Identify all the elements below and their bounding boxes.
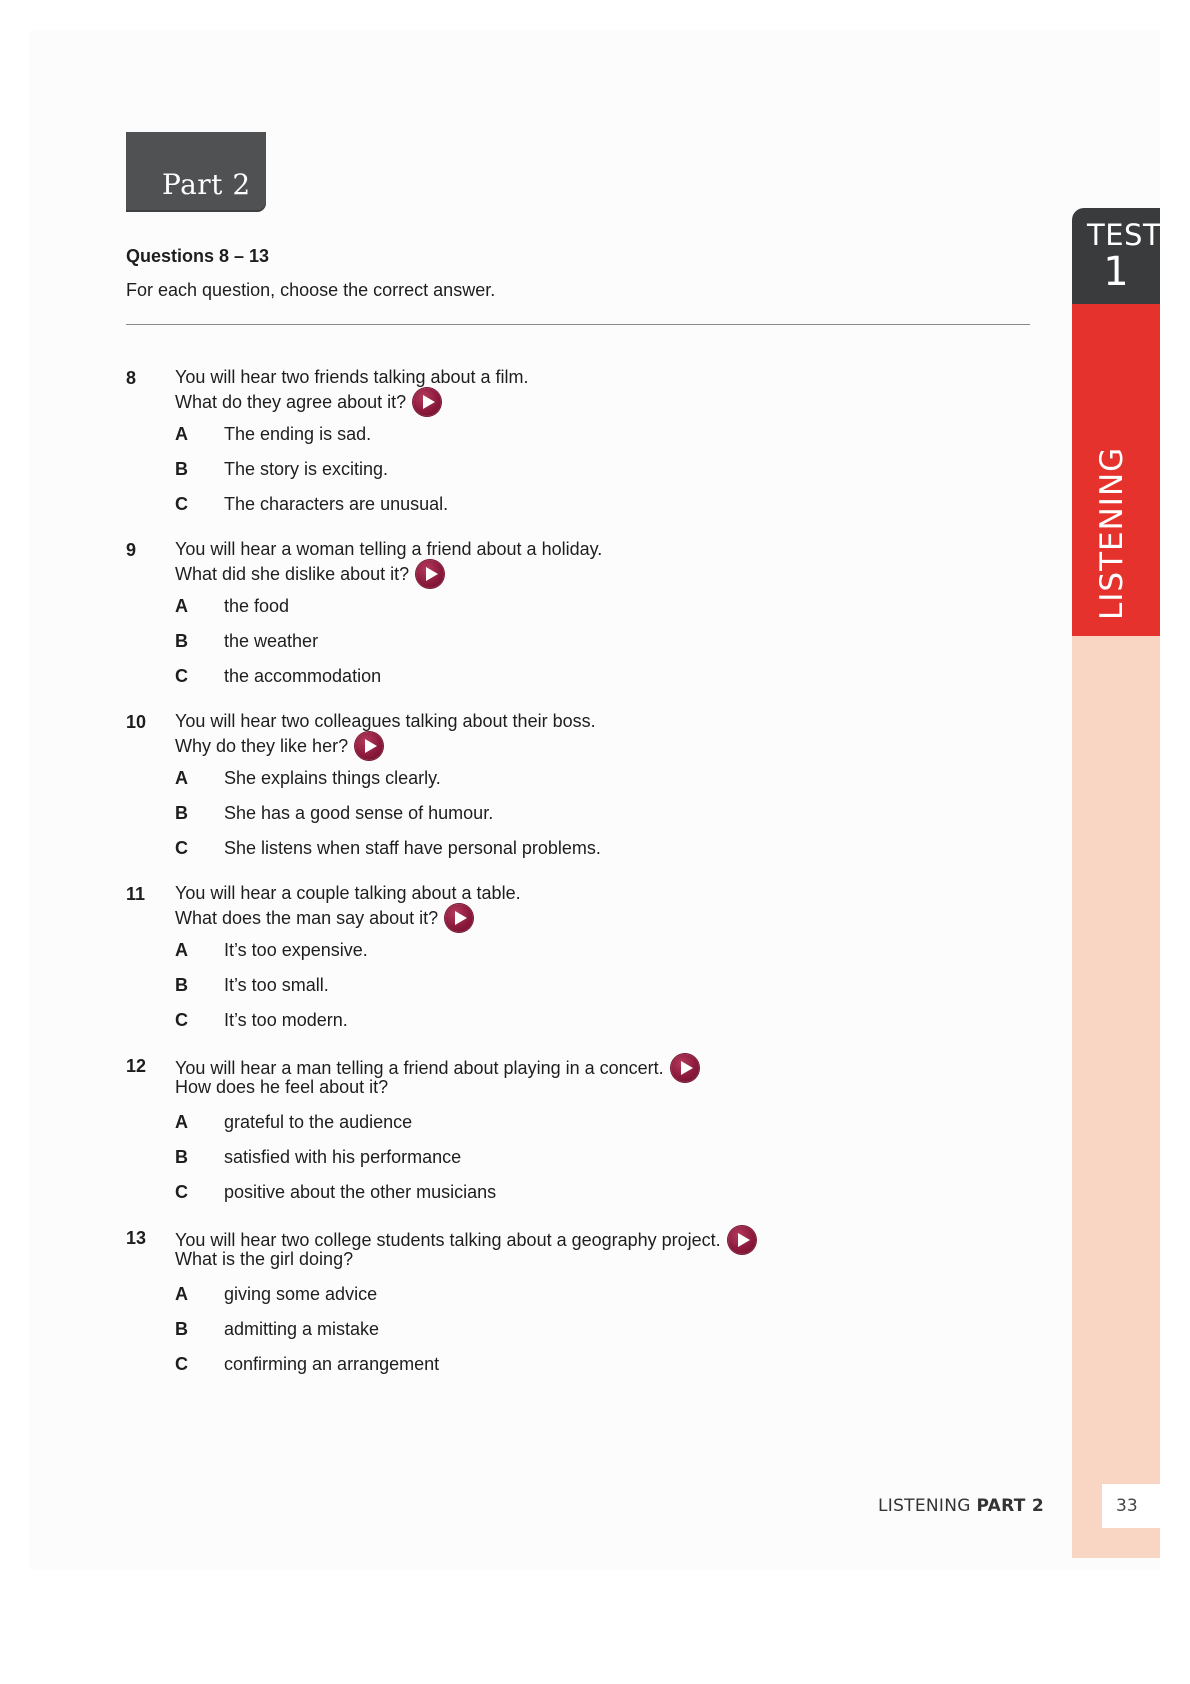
question-prompt-text: You will hear two colleagues talking about their boss. xyxy=(175,711,596,731)
question-prompt-text: You will hear a woman telling a friend about a holiday. xyxy=(175,539,603,559)
question-prompt-text: You will hear a couple talking about a table. xyxy=(175,883,521,903)
footer-section: LISTENING xyxy=(878,1496,971,1516)
option-text: The story is exciting. xyxy=(224,459,389,479)
question-prompt-line-1 xyxy=(175,538,602,560)
option-text: It’s too modern. xyxy=(224,1010,348,1030)
play-audio-icon[interactable] xyxy=(728,1226,756,1254)
option-letter: C xyxy=(175,1354,188,1374)
option-letter: A xyxy=(175,1112,188,1132)
option-text: the food xyxy=(224,596,290,616)
option-letter: A xyxy=(175,1284,188,1304)
option-letter: C xyxy=(175,1010,188,1030)
question-number: 12 xyxy=(126,1056,147,1076)
question-prompt-line-1 xyxy=(175,882,521,904)
question-number: 13 xyxy=(126,1228,147,1248)
test-number: 1 xyxy=(1103,249,1129,295)
option-text: The characters are unusual. xyxy=(224,494,449,514)
play-audio-icon[interactable] xyxy=(413,388,441,416)
question-prompt-text: Why do they like her? xyxy=(175,736,349,756)
option-letter: B xyxy=(175,803,188,823)
play-audio-icon[interactable] xyxy=(416,560,444,588)
divider xyxy=(126,324,1030,325)
option-letter: B xyxy=(175,1147,188,1167)
option-letter: A xyxy=(175,596,188,616)
option-text: confirming an arrangement xyxy=(224,1354,440,1374)
question-number: 11 xyxy=(126,884,146,904)
option-letter: B xyxy=(175,631,188,651)
question-prompt-line-2 xyxy=(175,388,441,416)
question-number: 10 xyxy=(126,712,147,732)
option-letter: C xyxy=(175,494,188,514)
option-text: The ending is sad. xyxy=(224,424,372,444)
play-audio-icon[interactable] xyxy=(445,904,473,932)
option-letter: A xyxy=(175,768,188,788)
page-number: 33 xyxy=(1116,1496,1138,1516)
play-audio-icon[interactable] xyxy=(355,732,383,760)
question-prompt-line-2 xyxy=(175,732,383,760)
question-prompt-line-2 xyxy=(175,1076,388,1098)
question-prompt-text: What is the girl doing? xyxy=(175,1249,354,1269)
option-text: It’s too small. xyxy=(224,975,329,995)
option-text: positive about the other musicians xyxy=(224,1182,497,1202)
question-prompt-text: What do they agree about it? xyxy=(175,392,407,412)
question-prompt-line-2 xyxy=(175,560,444,588)
question-prompt-line-1 xyxy=(175,710,596,732)
question-prompt-text: What did she dislike about it? xyxy=(175,564,410,584)
footer-part: PART 2 xyxy=(976,1496,1044,1516)
option-letter: C xyxy=(175,1182,188,1202)
question-prompt-text: You will hear a man telling a friend about playing in a concert. xyxy=(175,1058,664,1078)
option-text: admitting a mistake xyxy=(224,1319,380,1339)
option-letter: B xyxy=(175,975,188,995)
question-number: 9 xyxy=(126,540,137,560)
option-text: It’s too expensive. xyxy=(224,940,368,960)
option-text: the accommodation xyxy=(224,666,382,686)
play-audio-icon[interactable] xyxy=(671,1054,699,1082)
question-prompt-text: You will hear two friends talking about a film. xyxy=(175,367,529,387)
question-number: 8 xyxy=(126,368,137,388)
option-text: grateful to the audience xyxy=(224,1112,413,1132)
instruction-text: For each question, choose the correct answer. xyxy=(126,280,496,300)
option-text: the weather xyxy=(224,631,319,651)
questions-range: Questions 8 – 13 xyxy=(126,246,270,266)
option-text: She has a good sense of humour. xyxy=(224,803,494,823)
question-prompt-text: What does the man say about it? xyxy=(175,908,439,928)
option-text: satisfied with his performance xyxy=(224,1147,462,1167)
option-text: giving some advice xyxy=(224,1284,378,1304)
option-letter: B xyxy=(175,459,188,479)
test-tab xyxy=(1072,208,1160,304)
part-label: Part 2 xyxy=(162,168,251,201)
section-label: LISTENING xyxy=(1094,446,1130,620)
option-letter: C xyxy=(175,666,188,686)
option-letter: A xyxy=(175,424,188,444)
option-letter: C xyxy=(175,838,188,858)
option-text: She explains things clearly. xyxy=(224,768,441,788)
option-text: She listens when staff have personal problems. xyxy=(224,838,601,858)
option-letter: A xyxy=(175,940,188,960)
footer-section-label xyxy=(878,1496,1044,1516)
option-letter: B xyxy=(175,1319,188,1339)
side-stripe xyxy=(1072,636,1160,1558)
question-prompt-line-2 xyxy=(175,904,473,932)
page-number-box xyxy=(1102,1484,1160,1528)
question-prompt-line-2 xyxy=(175,1248,353,1270)
part-header-box xyxy=(126,132,266,212)
question-prompt-text: You will hear two college students talking about a geography project. xyxy=(175,1230,721,1250)
question-prompt-text: How does he feel about it? xyxy=(175,1077,389,1097)
question-prompt-line-1 xyxy=(175,366,529,388)
section-tab xyxy=(1072,304,1160,636)
test-label: TEST xyxy=(1087,218,1162,252)
